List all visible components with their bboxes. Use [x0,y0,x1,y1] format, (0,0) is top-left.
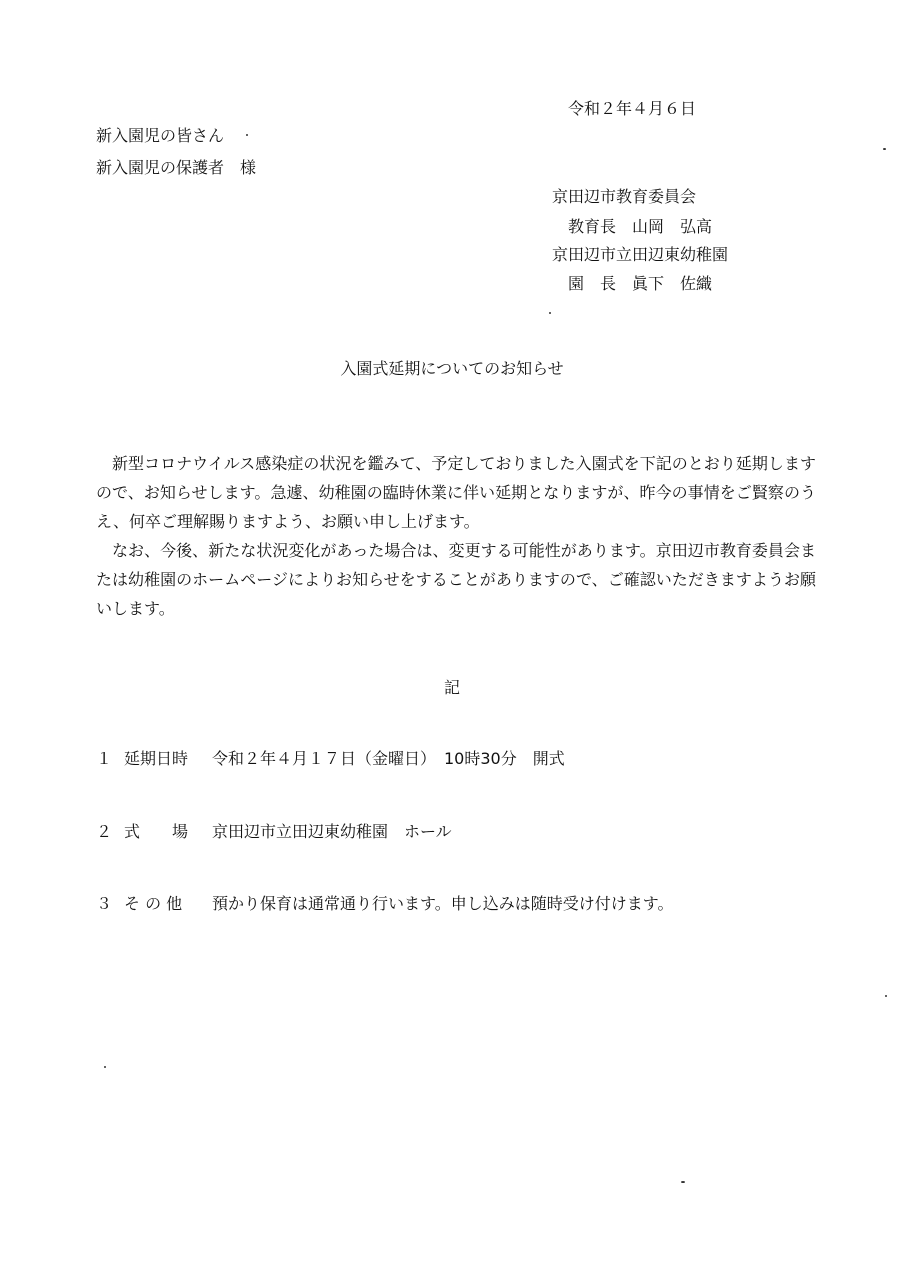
scan-speck [681,1181,685,1183]
scan-speck [883,148,886,150]
item-number: １ [96,749,113,768]
item-number: ３ [96,894,113,913]
ki-heading: 記 [443,678,460,697]
item-postponed-date [96,751,565,767]
notice-body [96,449,816,623]
item-label: そ の 他 [124,894,183,913]
scan-speck [246,134,248,136]
scan-speck [885,995,887,997]
item-label: 式 場 [124,822,189,841]
item-number: ２ [96,822,113,841]
addressee-children: 新入園児の皆さん [96,126,225,145]
addressee-guardians: 新入園児の保護者 様 [96,158,257,177]
sender-superintendent: 教育長 山岡 弘高 [568,217,713,236]
scan-speck [549,312,551,314]
notice-title: 入園式延期についてのお知らせ [340,359,564,378]
body-paragraph: なお、今後、新たな状況変化があった場合は、変更する可能性があります。京田辺市教育委員会または幼稚園のホームページによりお知らせをすることがありますので、ご確認いただきますようお願いします。 [96,541,816,618]
item-content: 令和２年４月１７日（金曜日） 10時30分 開式 [212,749,565,768]
item-label: 延期日時 [124,749,189,768]
scan-speck [104,1066,106,1068]
item-content: 京田辺市立田辺東幼稚園 ホール [212,822,452,841]
item-venue [96,824,452,840]
body-paragraph: 新型コロナウイルス感染症の状況を鑑みて、予定しておりました入園式を下記のとおり延期しますので、お知らせします。急遽、幼稚園の臨時休業に伴い延期となりますが、昨今の事情をご賢察のうえ、何卒ご理解賜りますよう、お願い申し上げます。 [96,454,816,531]
sender-board-of-education: 京田辺市教育委員会 [552,187,697,206]
item-other [96,896,673,912]
document-date: 令和２年４月６日 [568,99,697,118]
sender-kindergarten: 京田辺市立田辺東幼稚園 [552,245,729,264]
sender-principal: 園 長 眞下 佐織 [568,274,713,293]
item-content: 預かり保育は通常通り行います。申し込みは随時受け付けます。 [212,894,674,913]
